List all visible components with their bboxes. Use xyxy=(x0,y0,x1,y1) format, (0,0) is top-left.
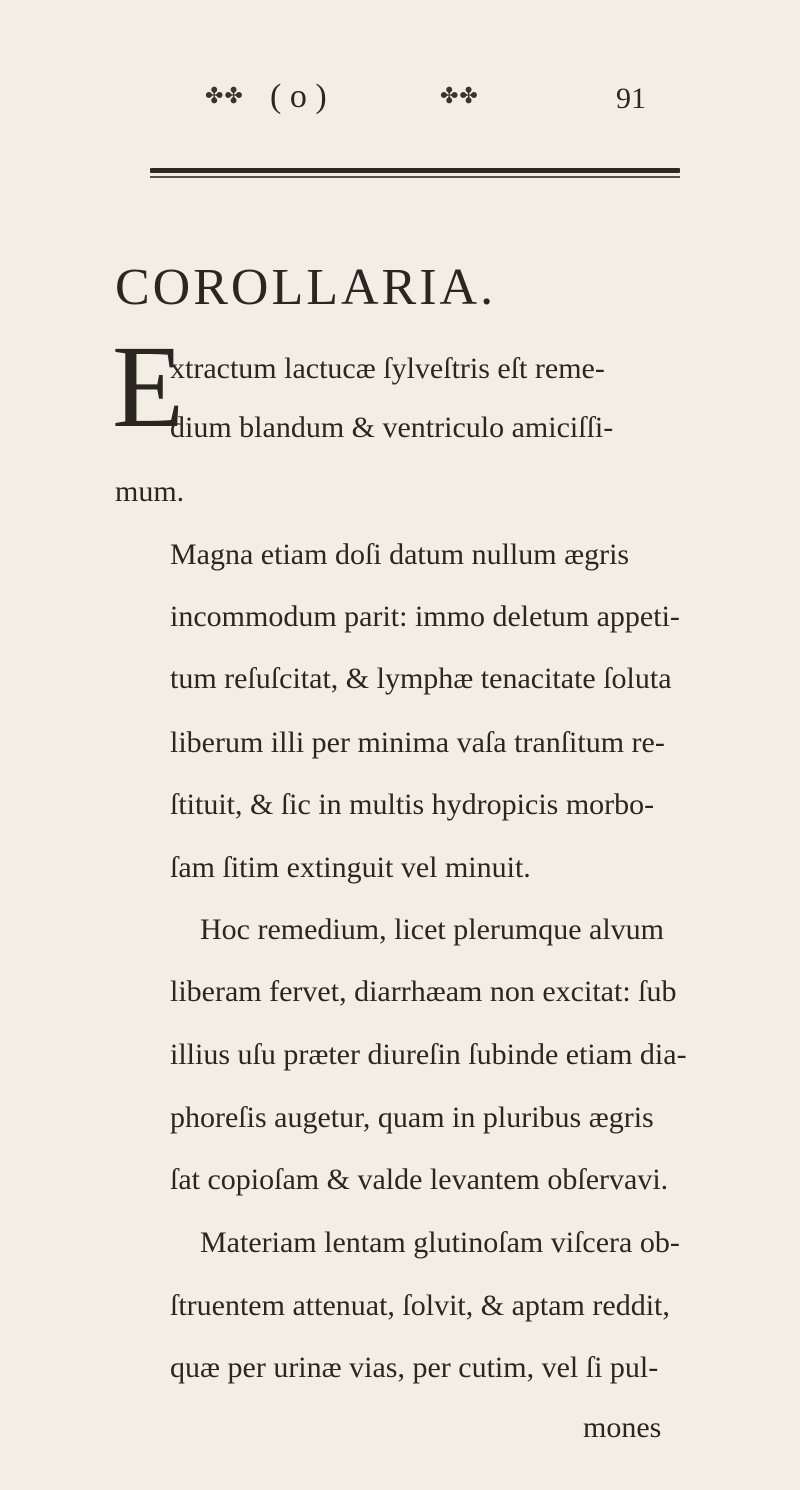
text-line: illius uſu præter diureſin ſubinde etiam dia- xyxy=(170,1038,687,1071)
text-line: Hoc remedium, licet plerumque alvum xyxy=(200,913,665,946)
text-line: mum. xyxy=(115,475,185,508)
section-title: COROLLARIA. xyxy=(115,259,497,316)
ornament-left: ✤✤ xyxy=(205,84,244,109)
catchword: mones xyxy=(583,1411,662,1444)
header-rule-thin xyxy=(150,176,680,178)
text-line: ſtituit, & ſic in multis hydropicis morbo- xyxy=(170,788,655,821)
drop-cap: E xyxy=(112,321,185,452)
text-line: ſam ſitim extinguit vel minuit. xyxy=(170,851,531,884)
header-rule xyxy=(150,168,680,173)
text-line: xtractum lactucæ ſylveſtris eſt reme- xyxy=(170,352,605,385)
text-line: incommodum parit: immo deletum appeti- xyxy=(170,600,680,633)
text-line: tum reſuſcitat, & lymphæ tenacitate ſoluta xyxy=(170,662,672,695)
text-line: ſat copioſam & valde levantem obſervavi. xyxy=(170,1163,669,1196)
text-line: Magna etiam doſi datum nullum ægris xyxy=(170,538,630,571)
text-line: liberam fervet, diarrhæam non excitat: ſub xyxy=(170,975,677,1008)
ornament-right: ✤✤ xyxy=(440,84,479,109)
text-line: quæ per urinæ vias, per cutim, vel ſi pul- xyxy=(170,1351,659,1384)
signature-mark: ( o ) xyxy=(270,78,327,115)
text-line: dium blandum & ventriculo amiciſſi- xyxy=(170,411,614,444)
text-line: phoreſis augetur, quam in pluribus ægris xyxy=(170,1101,654,1134)
running-header xyxy=(0,78,800,118)
text-line: Materiam lentam glutinoſam viſcera ob- xyxy=(200,1226,680,1259)
text-line: ſtruentem attenuat, ſolvit, & aptam reddit, xyxy=(170,1289,670,1322)
text-line: liberum illi per minima vaſa tranſitum re- xyxy=(170,726,665,759)
page-number: 91 xyxy=(616,82,646,115)
